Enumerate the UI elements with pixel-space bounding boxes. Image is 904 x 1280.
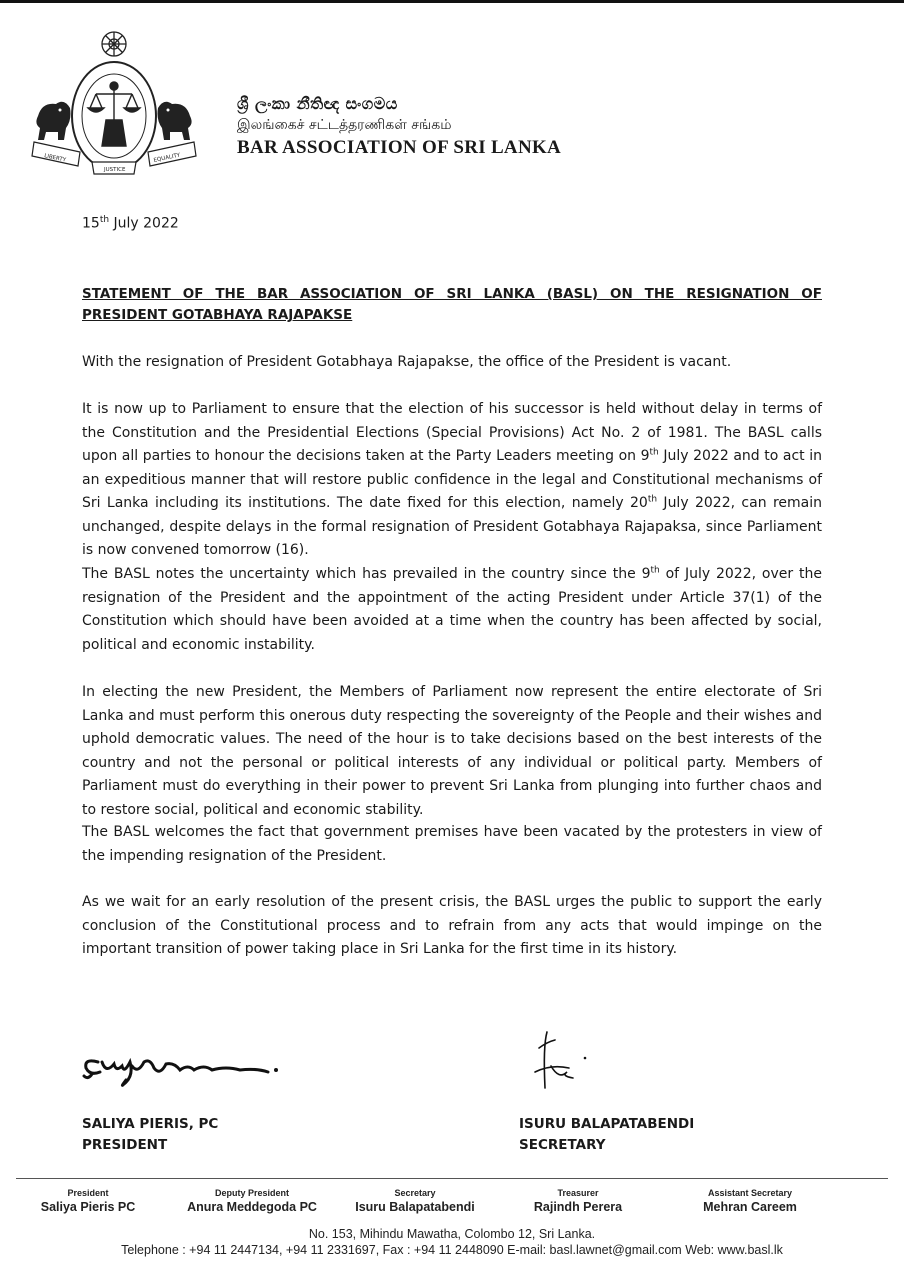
paragraph-3-part-b: of July 2022, over the resignation of the President and the appointment of the acting President under Article 37(1) of the Constitution which should have been avoided at a time when the country has been affected by social, political and economic instability. (82, 566, 822, 653)
footer-officer (518, 1187, 638, 1216)
superscript: th (647, 494, 658, 505)
footer-officer (680, 1187, 820, 1216)
officer-role: Treasurer (557, 1188, 599, 1198)
letter-date (82, 215, 179, 232)
superscript: th (649, 447, 659, 458)
banner-bottom-text: JUSTICE (104, 167, 126, 173)
footer-contact: Telephone : +94 11 2447134, +94 11 2331697, Fax : +94 11 2448090 E-mail: basl.lawnet@gmail.com Web: www.basl.lk (121, 1243, 783, 1257)
paragraph-6: As we wait for an early resolution of the present crisis, the BASL urges the public to support the early conclusion of the Constitutional process and to refrain from any acts that would impinge on the important transition of power taking place in Sri Lanka for the first time in its history. (82, 894, 822, 957)
signatory-name: SALIYA PIERIS, PC (82, 1116, 219, 1132)
paragraph-5: The BASL welcomes the fact that government premises have been vacated by the protesters in view of the impending resignation of the President. (82, 824, 822, 864)
footer-officer (345, 1187, 485, 1216)
officer-name: Anura Meddegoda PC (187, 1200, 317, 1214)
handwritten-signature-icon (525, 1028, 605, 1092)
paragraph-2-part-b: July 2022 and to act in an expeditious manner that will restore public confidence in the legal and Constitutional mechanisms of Sri Lanka including its institutions. The date fixed for this election, namely 20 (82, 448, 822, 511)
paragraph-3-part-a: The BASL notes the uncertainty which has prevailed in the country since the 9 (82, 566, 651, 582)
footer-divider (16, 1178, 888, 1179)
superscript: th (650, 565, 660, 576)
officer-role: Secretary (394, 1188, 436, 1198)
officer-name: Saliya Pieris PC (40, 1200, 136, 1214)
footer-officer (28, 1187, 148, 1216)
paragraph-3 (82, 563, 822, 657)
date-month-year: July 2022 (109, 215, 179, 232)
footer-officer (172, 1187, 332, 1216)
paragraph-2-part-a: It is now up to Parliament to ensure that the election of his successor is held without delay in terms of the Constitution and the Presidential Elections (Special Provisions) Act No. 2 of 1981. The BASL calls upon all parties to honour the decisions taken at the Party Leaders meeting on 9 (82, 401, 822, 464)
top-border (0, 0, 904, 3)
officer-role: Assistant Secretary (707, 1188, 793, 1198)
officer-name: Mehran Careem (703, 1200, 797, 1214)
footer-address: No. 153, Mihindu Mawatha, Colombo 12, Sri Lanka. (308, 1227, 596, 1241)
statement-title: STATEMENT OF THE BAR ASSOCIATION OF SRI LANKA (BASL) ON THE RESIGNATION OF PRESIDENT GOTABHAYA RAJAPAKSE (82, 286, 822, 323)
date-suffix: th (99, 215, 110, 225)
name-english: BAR ASSOCIATION OF SRI LANKA (237, 137, 562, 158)
paragraph-2 (82, 398, 822, 563)
lion-scales-of-justice-emblem-icon (30, 28, 198, 178)
officer-name: Rajindh Perera (533, 1200, 623, 1214)
officer-role: President (67, 1188, 109, 1198)
handwritten-signature-icon (80, 1040, 280, 1090)
officer-role: Deputy President (214, 1188, 290, 1198)
signatory-title: SECRETARY (519, 1137, 606, 1153)
paragraph-4: In electing the new President, the Members of Parliament now represent the entire electorate of Sri Lanka and must perform this onerous duty respecting the sovereignty of the People and their wishes and uphold democratic values. The need of the hour is to take decisions based on the best interests of the country and not the personal or political interests of any individual or political party. Members of Parliament must do everything in their power to prevent Sri Lanka from plunging into further chaos and to restore social, political and economic stability. (82, 684, 822, 818)
banner-right-text: EQUALITY (153, 152, 181, 164)
name-tamil: இலங்கைச் சட்டத்தரணிகள் சங்கம் (237, 117, 452, 133)
signatory-secretary (519, 1114, 694, 1156)
letterhead-header (237, 94, 561, 159)
banner-left-text: LIBERTY (43, 153, 67, 164)
paragraph-1: With the resignation of President Gotabhaya Rajapakse, the office of the President is vacant. (82, 354, 732, 370)
name-sinhala: ශ්‍රී ලංකා නීතිඥ සංගමය (237, 94, 398, 113)
officer-name: Isuru Balapatabendi (355, 1200, 475, 1214)
signatory-name: ISURU BALAPATABENDI (519, 1116, 695, 1132)
date-day: 15 (82, 215, 100, 232)
signatory-title: PRESIDENT (82, 1137, 168, 1153)
paragraph-2-part-c: July 2022, can remain unchanged, despite delays in the formal resignation of President Gotabhaya Rajapaksa, since Parliament is now convened tomorrow (16). (82, 495, 822, 558)
signatory-president (82, 1114, 218, 1156)
